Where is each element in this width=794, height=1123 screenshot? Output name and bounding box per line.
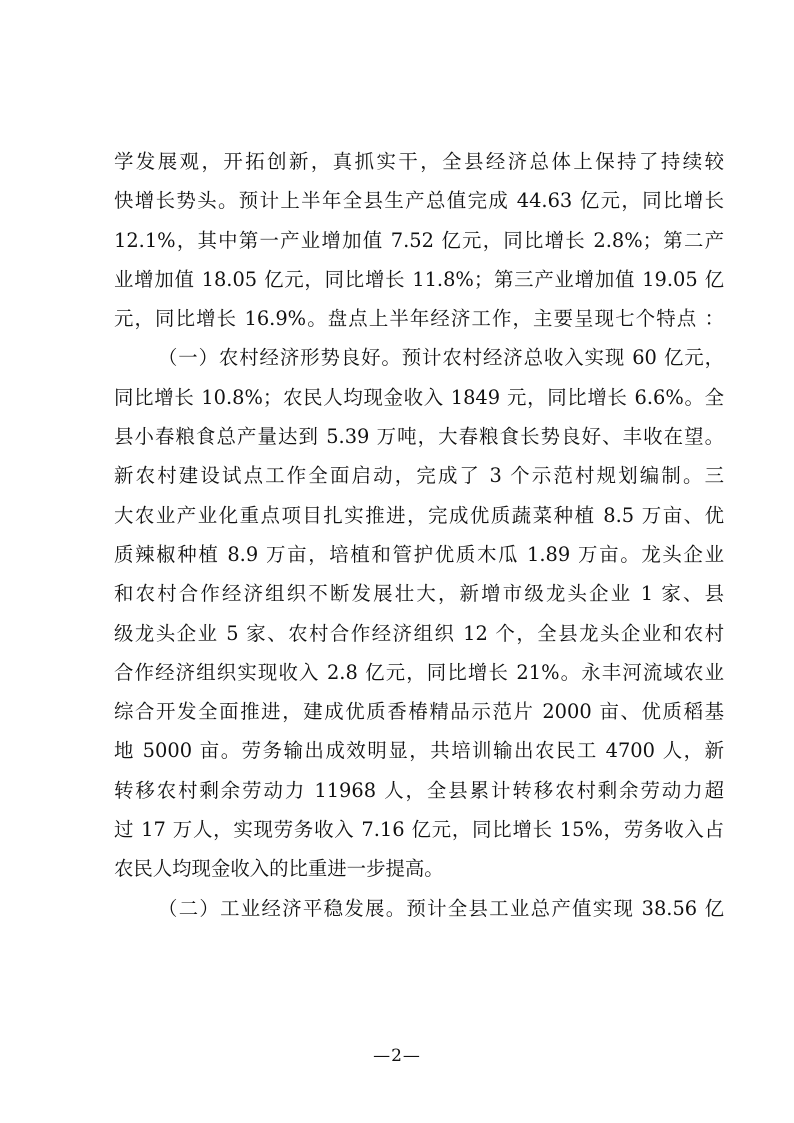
text-line: 质辣椒种植 8.9 万亩，培植和管护优质木瓜 1.89 万亩。龙头企业 <box>114 542 724 566</box>
paragraph-1-start: （一）农村经济形势良好。预计农村经济总收入实现 60 亿元， <box>158 346 724 370</box>
paragraph-2-start: （二）工业经济平稳发展。预计全县工业总产值实现 38.56 亿 <box>158 896 724 920</box>
paragraph-1-end: 农民人均现金收入的比重进一步提高。 <box>114 857 444 881</box>
text-line: 和农村合作经济组织不断发展壮大，新增市级龙头企业 1 家、县 <box>114 582 724 606</box>
text-line: 大农业产业化重点项目扎实推进，完成优质蔬菜种植 8.5 万亩、优 <box>114 503 724 527</box>
text-line: 12.1%，其中第一产业增加值 7.52 亿元，同比增长 2.8%；第二产 <box>114 228 724 252</box>
text-line: 转移农村剩余劳动力 11968 人，全县累计转移农村剩余劳动力超 <box>114 778 724 802</box>
text-line: 合作经济组织实现收入 2.8 亿元，同比增长 21%。永丰河流域农业 <box>114 660 724 684</box>
text-line: 过 17 万人，实现劳务收入 7.16 亿元，同比增长 15%，劳务收入占 <box>114 818 724 842</box>
text-line: 级龙头企业 5 家、农村合作经济组织 12 个，全县龙头企业和农村 <box>114 621 724 645</box>
text-line: 县小春粮食总产量达到 5.39 万吨，大春粮食长势良好、丰收在望。 <box>114 425 724 449</box>
text-line: 业增加值 18.05 亿元，同比增长 11.8%；第三产业增加值 19.05 亿 <box>114 267 724 291</box>
text-line: 地 5000 亩。劳务输出成效明显，共培训输出农民工 4700 人，新 <box>114 739 724 763</box>
text-line: 快增长势头。预计上半年全县生产总值完成 44.63 亿元，同比增长 <box>114 189 724 213</box>
text-line: 学发展观，开拓创新，真抓实干，全县经济总体上保持了持续较 <box>114 150 724 173</box>
document-body <box>114 142 724 928</box>
text-line: 元，同比增长 16.9%。盘点上半年经济工作，主要呈现七个特点 ： <box>114 307 724 331</box>
text-line: 新农村建设试点工作全面启动，完成了 3 个示范村规划编制。三 <box>114 464 724 488</box>
text-line: 综合开发全面推进，建成优质香椿精品示范片 2000 亩、优质稻基 <box>114 700 724 724</box>
page-number: —2— <box>373 1046 421 1066</box>
text-line: 同比增长 10.8%；农民人均现金收入 1849 元，同比增长 6.6%。全 <box>114 385 724 409</box>
